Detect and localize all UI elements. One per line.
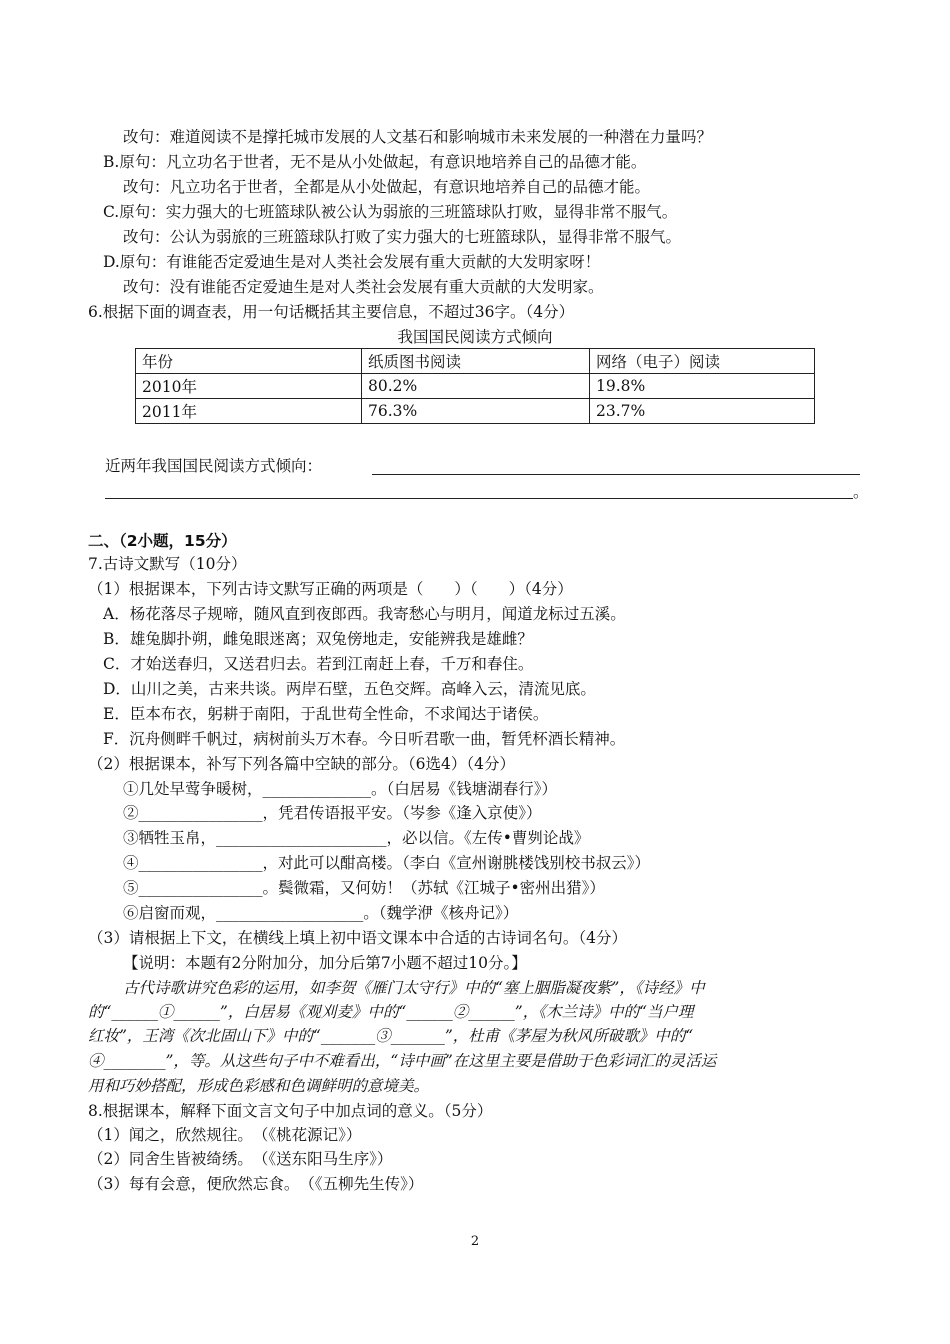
fill-item-1: ①几处早莺争暖树，______________。（白居易《钱塘湖春行》） [123,780,558,798]
question-7: 7.古诗文默写（10分） [88,555,247,573]
table-header-cell: 网络（电子）阅读 [590,349,815,374]
question-7-3: （3）请根据上下文，在横线上填上初中语文课本中合适的古诗词名句。（4分） [88,929,627,947]
passage-line: ④________”，等。从这些句子中不难看出，“诗中画”在这里主要是借助于色彩词汇的灵活运 [88,1052,717,1070]
choice-e: E．臣本布衣，躬耕于南阳，于乱世苟全性命，不求闻达于诸侯。 [103,705,549,723]
option-c-revised: 改句：公认为弱旅的三班篮球队打败了实力强大的七班篮球队，显得非常不服气。 [123,228,682,246]
page-number: 2 [470,1234,480,1249]
section-heading: 二、（2小题，15分） [88,532,237,550]
question-8-2: （2）同舍生皆被绮绣。 （《送东阳马生序》） [88,1150,393,1168]
question-6: 6.根据下面的调查表，用一句话概括其主要信息，不超过36字。（4分） [88,303,575,321]
question-8: 8.根据课本，解释下面文言文句子中加点词的意义。（5分） [88,1102,493,1120]
choice-f: F．沉舟侧畔千帆过，病树前头万木春。今日听君歌一曲，暂凭杯酒长精神。 [103,730,626,748]
answer-prompt: 近两年我国国民阅读方式倾向： [105,457,323,475]
choice-d: D．山川之美，古来共谈。两岸石壁，五色交辉。高峰入云，清流见底。 [103,680,596,698]
question-7-2: （2）根据课本，补写下列各篇中空缺的部分。（6选4）（4分） [88,755,515,773]
table-cell: 76.3% [362,399,590,424]
choice-b: B．雄兔脚扑朔，雌兔眼迷离；双兔傍地走，安能辨我是雄雌？ [103,630,533,648]
table-row [136,399,815,424]
option-d-revised: 改句：没有谁能否定爱迪生是对人类社会发展有重大贡献的大发明家。 [123,278,604,296]
passage-line: 红妆”，王湾《次北固山下》中的“_______③_______”，杜甫《茅屋为秋风所破歌》中的“ [88,1027,694,1045]
table-cell: 2010年 [136,374,362,399]
fill-item-6: ⑥启窗而观，___________________。（魏学洢《核舟记》） [123,904,519,922]
period: 。 [853,483,869,501]
fill-item-4: ④________________，对此可以酣高楼。（李白《宣州谢朓楼饯别校书叔云》） [123,854,651,872]
question-8-3: （3）每有会意，便欣然忘食。 （《五柳先生传》） [88,1175,424,1193]
passage-line: 的“______①______”，白居易《观刈麦》中的“______②______”，《木兰诗》中的“当户理 [88,1003,694,1021]
passage-line: 古代诗歌讲究色彩的运用，如李贺《雁门太守行》中的“塞上胭脂凝夜紫”，《诗经》中 [123,979,705,997]
bonus-note: 【说明：本题有2分附加分，加分后第7小题不超过10分。】 [123,954,527,972]
answer-line[interactable] [372,474,860,475]
table-header-row [136,349,815,374]
table-title: 我国国民阅读方式倾向 [397,328,553,346]
fill-item-2: ②________________，凭君传语报平安。（岑参《逢入京使》） [123,804,542,822]
text-line: 改句：难道阅读不是撑托城市发展的人文基石和影响城市未来发展的一种潜在力量吗？ [123,128,713,146]
table-cell: 80.2% [362,374,590,399]
table-cell: 2011年 [136,399,362,424]
survey-table [135,348,815,424]
option-b-revised: 改句：凡立功名于世者，全都是从小处做起，有意识地培养自己的品德才能。 [123,178,651,196]
option-b-original: B.原句：凡立功名于世者，无不是从小处做起，有意识地培养自己的品德才能。 [103,153,647,171]
table-cell: 19.8% [590,374,815,399]
table-header-cell: 年份 [136,349,362,374]
table-cell: 23.7% [590,399,815,424]
question-8-1: （1）闻之，欣然规往。 （《桃花源记》） [88,1126,362,1144]
answer-line[interactable] [105,498,853,499]
passage-line: 用和巧妙搭配，形成色彩感和色调鲜明的意境美。 [88,1077,430,1095]
fill-item-5: ⑤________________。鬓微霜，又何妨！（苏轼《江城子•密州出猎》） [123,879,605,897]
option-d-original: D.原句：有谁能否定爱迪生是对人类社会发展有重大贡献的大发明家呀！ [103,253,601,271]
choice-c: C．才始送春归，又送君归去。若到江南赶上春，千万和春住。 [103,655,534,673]
option-c-original: C.原句：实力强大的七班篮球队被公认为弱旅的三班篮球队打败，显得非常不服气。 [103,203,678,221]
question-7-1: （1）根据课本，下列古诗文默写正确的两项是（ ）（ ）（4分） [88,580,573,598]
table-row [136,374,815,399]
fill-item-3: ③牺牲玉帛，______________________，必以信。《左传•曹刿论战》 [123,829,590,847]
table-header-cell: 纸质图书阅读 [362,349,590,374]
choice-a: A．杨花落尽子规啼，随风直到夜郎西。我寄愁心与明月，闻道龙标过五溪。 [103,605,626,623]
